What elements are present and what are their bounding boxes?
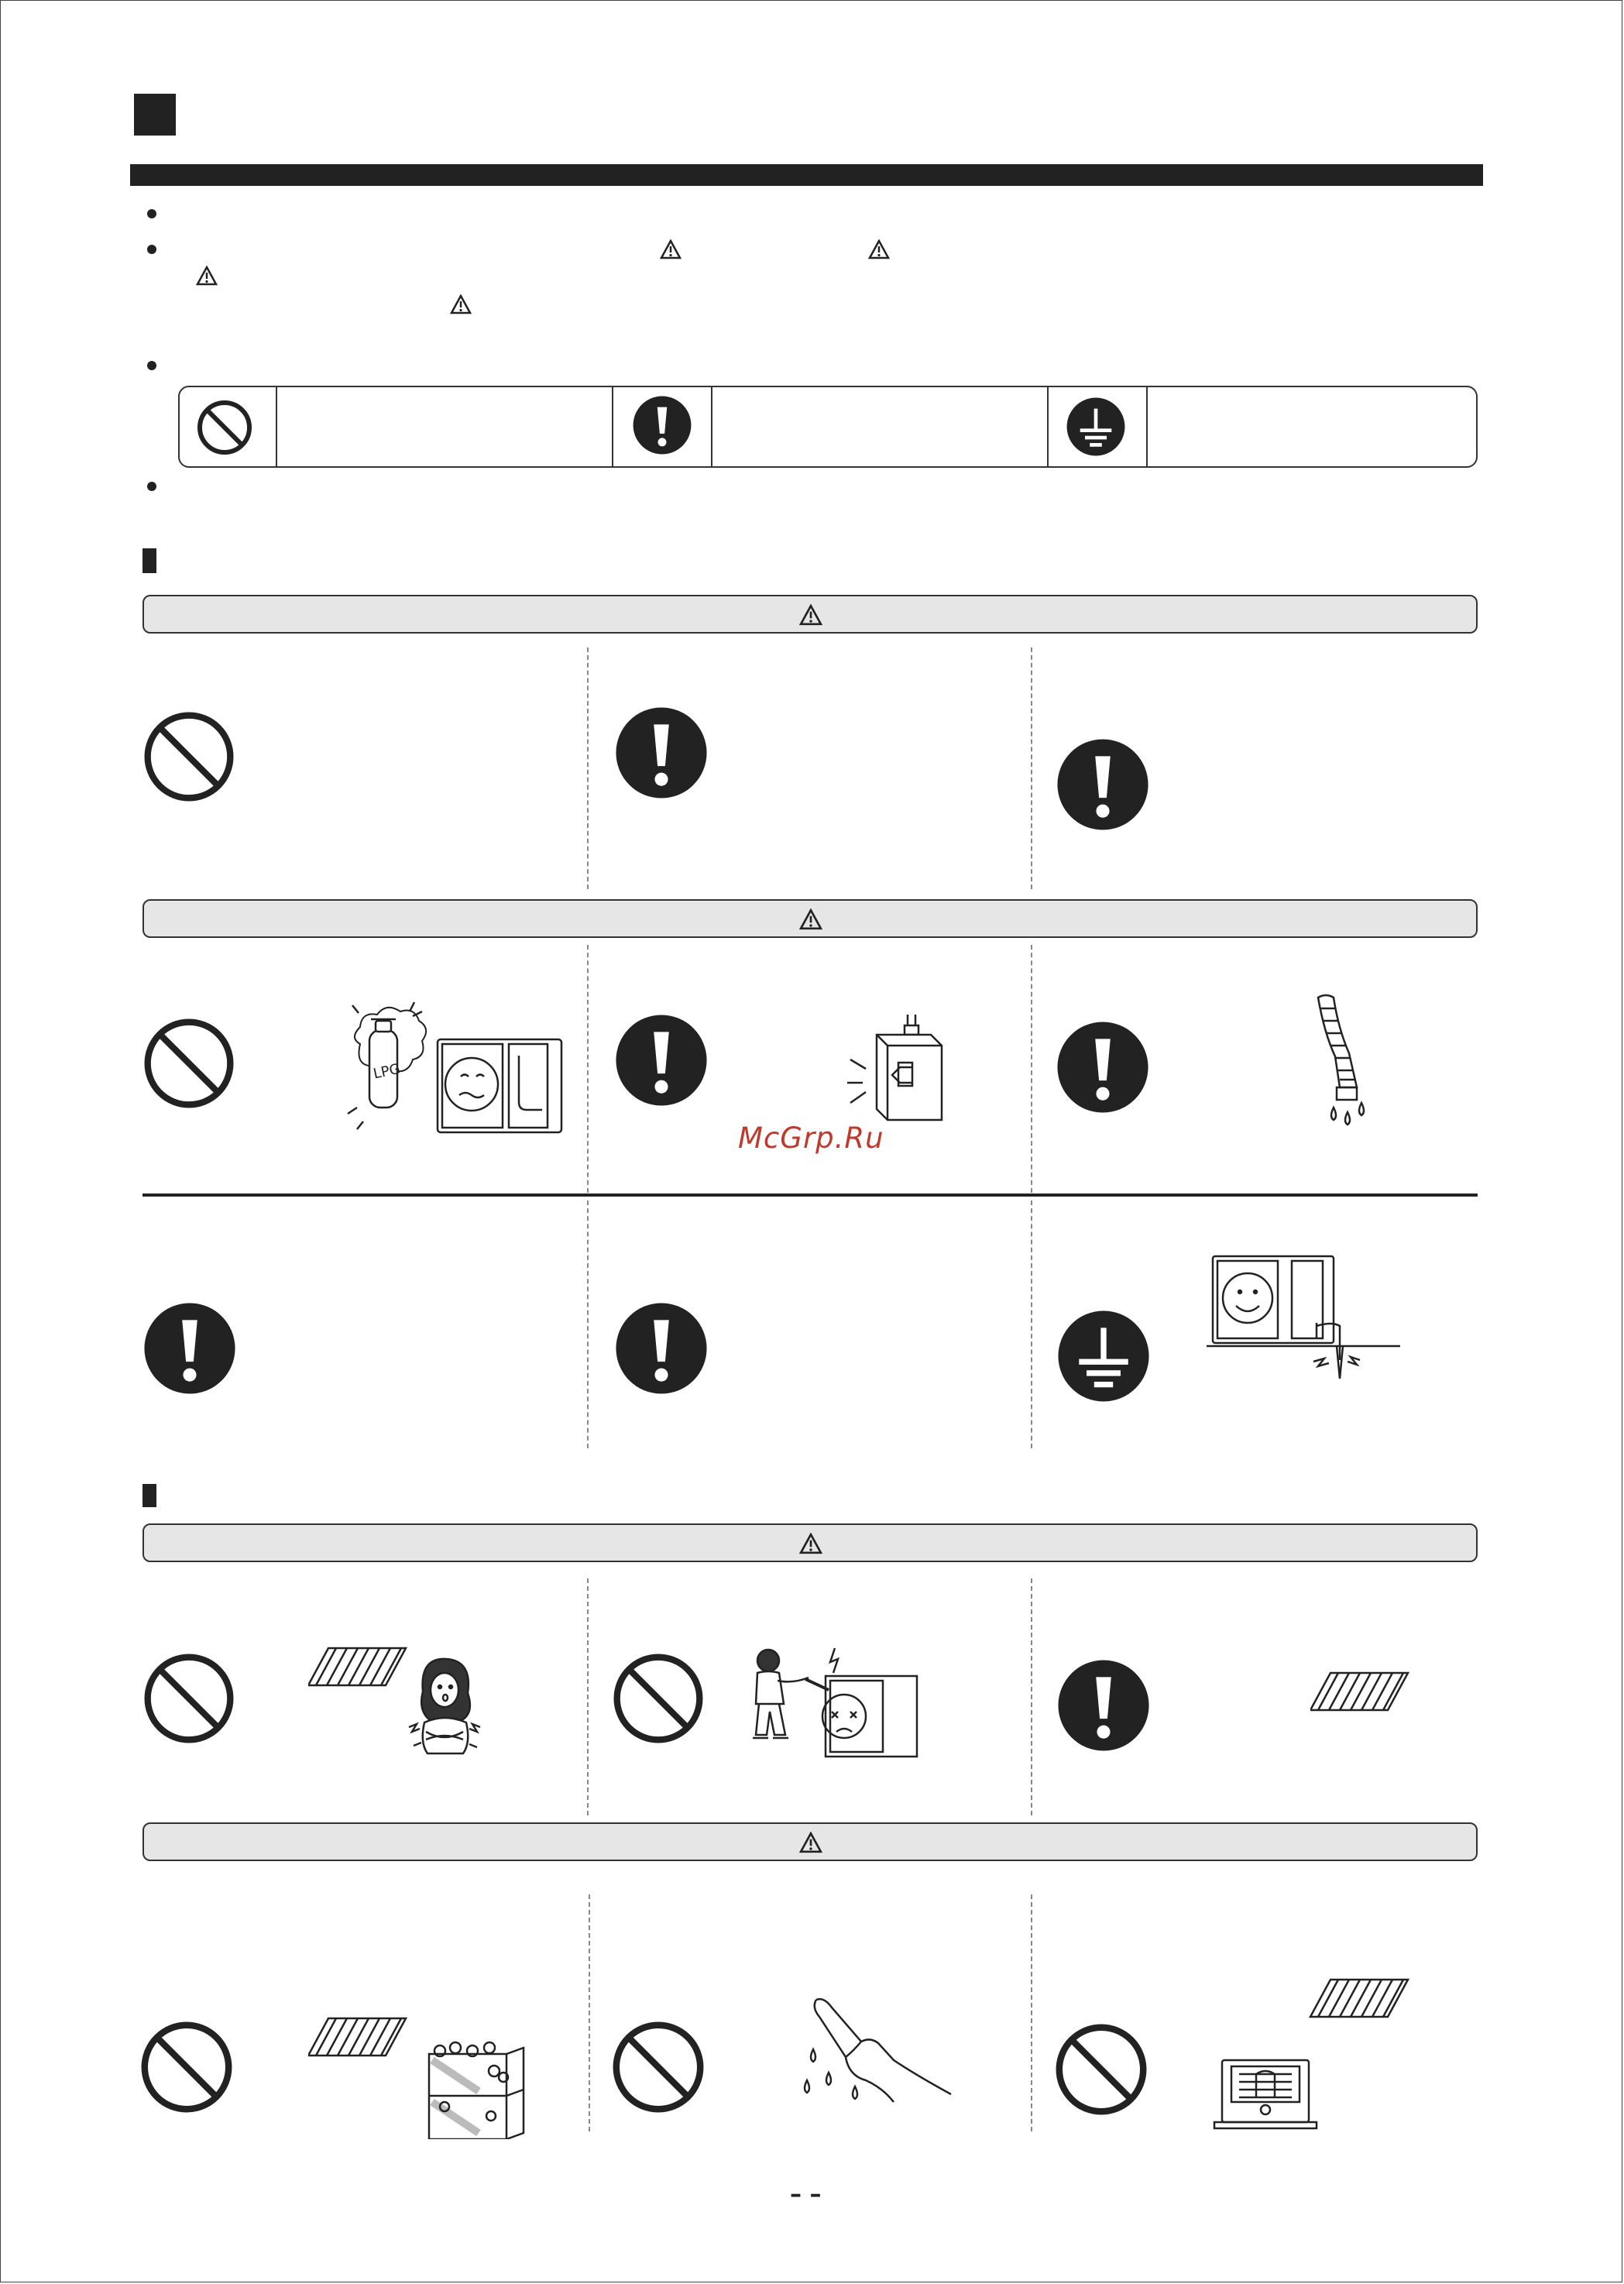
- bullet: [147, 209, 156, 218]
- svg-text:LPG: LPG: [372, 1060, 402, 1083]
- ground-icon: [1056, 1309, 1151, 1403]
- mandatory-action-icon: [1056, 1020, 1150, 1115]
- grounded-unit-illustration: [1205, 1253, 1403, 1383]
- prohibition-icon: [1054, 2022, 1148, 2117]
- row-divider: [142, 1194, 1478, 1197]
- subsection-marker: [142, 548, 156, 573]
- ground-icon: [1066, 397, 1126, 457]
- mandatory-action-icon: [614, 1013, 709, 1108]
- warning-banner: [142, 595, 1478, 634]
- caution-banner: [142, 899, 1478, 938]
- mandatory-action-icon: [614, 706, 709, 800]
- prohibition-icon: [142, 710, 235, 803]
- warning-triangle-icon: [799, 908, 822, 930]
- heater-under-outlet-illustration: [1213, 1978, 1411, 2131]
- gas-cylinder-near-unit-illustration: [345, 998, 565, 1139]
- warning-triangle-icon: [660, 239, 682, 259]
- prohibition-icon: [612, 1652, 705, 1745]
- warning-banner: [142, 1523, 1478, 1562]
- column-divider: [1031, 647, 1032, 889]
- subsection-marker: [142, 1484, 156, 1507]
- symbol-legend: [178, 386, 1478, 468]
- circuit-breaker-illustration: [844, 1011, 953, 1125]
- prohibition-icon: [611, 2020, 706, 2114]
- warning-triangle-icon: [799, 1832, 822, 1853]
- section-marker: [134, 94, 176, 136]
- mandatory-action-icon: [1056, 1658, 1151, 1753]
- prohibition-icon: [142, 1652, 235, 1745]
- mandatory-action-icon: [142, 1301, 237, 1396]
- warning-triangle-icon: [799, 1533, 822, 1554]
- column-divider: [1031, 1578, 1032, 1815]
- column-divider: [1031, 945, 1032, 1193]
- prohibition-icon: [139, 2020, 234, 2114]
- food-storage-illustration: [308, 2015, 530, 2139]
- bullet: [147, 482, 156, 491]
- column-divider: [587, 1578, 589, 1815]
- column-divider: [1031, 1200, 1032, 1448]
- warning-triangle-icon: [196, 266, 218, 286]
- warning-triangle-icon: [868, 239, 890, 259]
- prohibition-icon: [142, 1017, 235, 1110]
- watermark: McGrp.Ru: [738, 1121, 884, 1155]
- column-divider: [587, 647, 589, 889]
- column-divider: [1031, 1894, 1032, 2131]
- warning-triangle-icon: [450, 294, 472, 314]
- mandatory-action-icon: [614, 1301, 709, 1396]
- drain-hose-illustration: [1309, 991, 1379, 1137]
- column-divider: [589, 1894, 590, 2131]
- air-outlet-hatch-illustration: [1310, 1671, 1411, 1712]
- column-divider: [587, 945, 589, 1193]
- mandatory-action-icon: [632, 395, 692, 455]
- mandatory-action-icon: [1056, 737, 1150, 832]
- page-number: – –: [790, 2181, 822, 2208]
- caution-banner: [142, 1822, 1478, 1861]
- column-divider: [587, 1200, 589, 1448]
- cold-air-person-illustration: [308, 1645, 491, 1761]
- warning-triangle-icon: [799, 604, 822, 626]
- bullet: [147, 361, 156, 370]
- wet-hand-illustration: [798, 1995, 963, 2127]
- insert-rod-illustration: [742, 1645, 923, 1760]
- prohibition-icon: [197, 400, 252, 455]
- header-bar: [130, 164, 1483, 186]
- bullet: [147, 245, 156, 254]
